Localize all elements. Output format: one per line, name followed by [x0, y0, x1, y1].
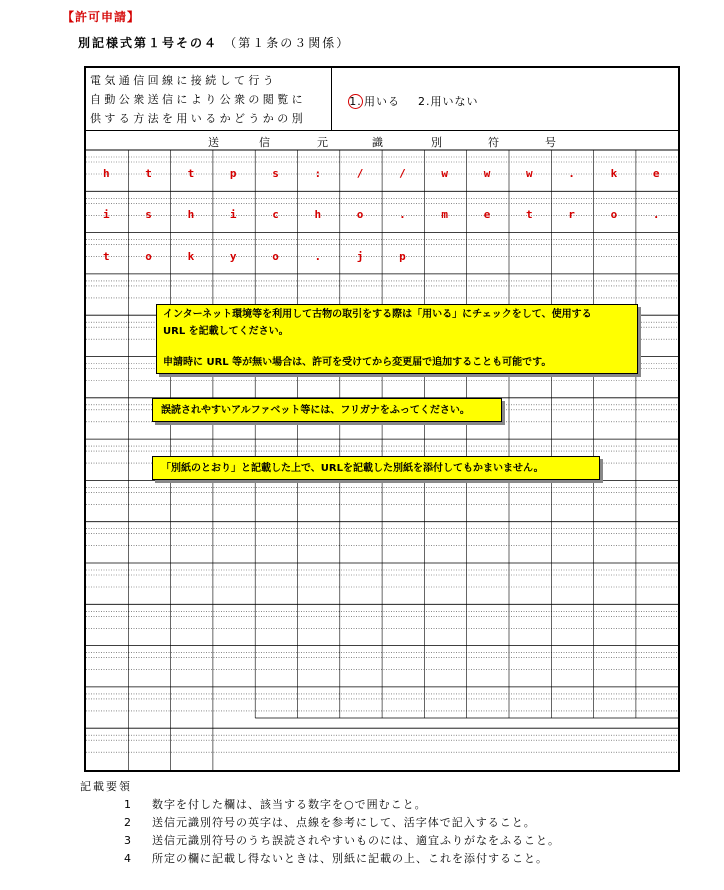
- url-char: w: [526, 167, 533, 180]
- option-1-circled-number[interactable]: 1.: [349, 95, 362, 108]
- instruction-item: 3 送信元識別符号のうち誤読されやすいものには、適宜ふりがなをふること。: [124, 834, 560, 847]
- url-char: .: [399, 208, 406, 221]
- url-char: o: [610, 208, 618, 221]
- header-char: 符: [488, 136, 499, 149]
- url-char: e: [652, 167, 660, 180]
- instruction-item: 4 所定の欄に記載し得ないときは、別紙に記載の上、これを添付すること。: [124, 852, 548, 865]
- url-char: i: [103, 208, 110, 221]
- url-char: h: [314, 208, 322, 221]
- url-char: o: [356, 208, 364, 221]
- form-box: [84, 66, 680, 772]
- header-char: 識: [372, 136, 383, 149]
- url-char: :: [314, 167, 322, 180]
- url-char: s: [272, 167, 279, 180]
- url-char: m: [441, 208, 449, 221]
- header-divider: [86, 130, 678, 131]
- url-char: /: [399, 167, 406, 180]
- question-line-1: 電気通信回線に接続して行う: [90, 74, 278, 87]
- url-char: i: [229, 208, 237, 221]
- url-char: .: [652, 208, 660, 221]
- url-char: y: [229, 250, 237, 263]
- url-char: h: [103, 167, 110, 180]
- permit-application-tag: 【許可申請】: [62, 10, 141, 24]
- header-char: 号: [545, 136, 556, 149]
- url-char: j: [356, 250, 364, 263]
- url-char: c: [272, 208, 279, 221]
- form-title-main: 別記様式第１号その４: [78, 36, 219, 50]
- option-2-label[interactable]: 2.用いない: [418, 95, 479, 108]
- note1-line2: URL を記載してください。: [163, 326, 289, 337]
- header-char: 送: [208, 136, 219, 149]
- url-char: w: [441, 167, 449, 180]
- url-char: e: [483, 208, 491, 221]
- header-char: 信: [259, 136, 270, 149]
- url-char: t: [526, 208, 533, 221]
- url-char: p: [229, 167, 237, 180]
- instruction-item: 1 数字を付した欄は、該当する数字を○で囲むこと。: [124, 798, 427, 811]
- url-char: o: [145, 250, 152, 263]
- url-char: /: [356, 167, 364, 180]
- question-cell: [86, 68, 332, 130]
- url-char: r: [568, 208, 575, 221]
- note1-line3: 申請時に URL 等が無い場合は、許可を受けてから変更届で追加することも可能です。: [163, 357, 552, 368]
- url-char: o: [272, 250, 279, 263]
- url-char: .: [568, 167, 575, 180]
- option-1-label[interactable]: 用いる: [364, 95, 400, 108]
- header-char: 元: [317, 136, 328, 149]
- url-char: t: [187, 167, 195, 180]
- note-furigana: 誤読されやすいアルファベット等には、フリガナをふってください。: [152, 398, 502, 422]
- instructions-title: 記載要領: [80, 780, 132, 793]
- answer-options: [348, 93, 479, 109]
- question-line-2: 自動公衆送信により公衆の閲覧に: [90, 93, 306, 106]
- url-char: t: [145, 167, 152, 180]
- url-char: w: [483, 167, 491, 180]
- url-char: p: [399, 250, 406, 263]
- question-line-3: 供する方法を用いるかどうかの別: [90, 112, 306, 125]
- url-char: .: [314, 250, 322, 263]
- url-char: t: [103, 250, 110, 263]
- instruction-item: 2 送信元識別符号の英字は、点線を参考にして、活字体で記入すること。: [124, 816, 536, 829]
- form-title: [78, 34, 350, 51]
- url-char: s: [145, 208, 152, 221]
- note-url-instruction: [156, 304, 638, 374]
- form-title-paren: （第１条の３関係）: [224, 36, 351, 50]
- header-char: 別: [431, 136, 442, 149]
- note-attachment: 「別紙のとおり」と記載した上で、URLを記載した別紙を添付してもかまいません。: [152, 456, 600, 480]
- url-char: k: [187, 250, 195, 263]
- url-char: h: [187, 208, 195, 221]
- note1-line1: インターネット環境等を利用して古物の取引をする際は「用いる」にチェックをして、使用する: [163, 309, 592, 320]
- url-char: k: [610, 167, 618, 180]
- sender-id-header: [86, 132, 678, 150]
